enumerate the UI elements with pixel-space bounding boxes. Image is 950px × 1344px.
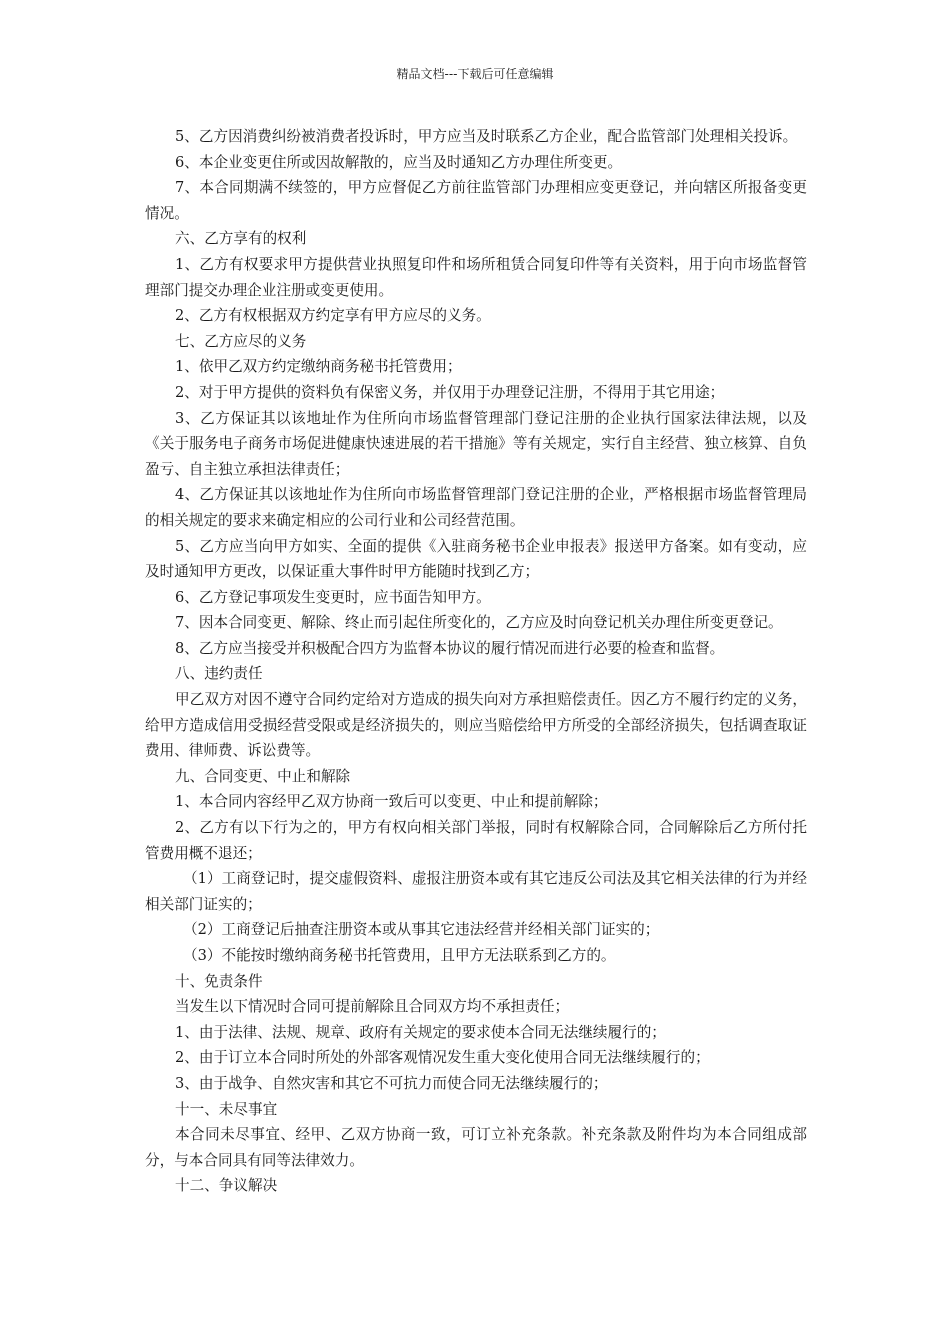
paragraph: 1、依甲乙双方约定缴纳商务秘书托管费用； (175, 358, 462, 376)
paragraph: 1、由于法律、法规、规章、政府有关规定的要求使本合同无法继续履行的； (175, 1023, 666, 1041)
section-heading: 七、乙方应尽的义务 (175, 332, 307, 350)
paragraph: 当发生以下情况时合同可提前解除且合同双方均不承担责任； (175, 998, 570, 1016)
paragraph: 2、乙方有以下行为之的，甲方有权向相关部门举报，同时有权解除合同，合同解除后乙方所付托管费用概不退还； (145, 819, 807, 862)
paragraph: 2、由于订立本合同时所处的外部客观情况发生重大变化使用合同无法继续履行的； (175, 1049, 710, 1067)
paragraph: 5、乙方因消费纠纷被消费者投诉时，甲方应当及时联系乙方企业，配合监管部门处理相关投诉。 (175, 128, 798, 145)
paragraph: 3、乙方保证其以该地址作为住所向市场监督管理部门登记注册的企业执行国家法律法规，以及《关于服务电子商务市场促进健康快速进展的若干措施》等有关规定，实行自主经营、独立核算、自负盈亏、自主独立承担法律责任； (145, 409, 807, 478)
paragraph: 5、乙方应当向甲方如实、全面的提供《入驻商务秘书企业申报表》报送甲方备案。如有变动，应及时通知甲方更改，以保证重大事件时甲方能随时找到乙方； (145, 537, 807, 581)
section-heading: 九、合同变更、中止和解除 (175, 767, 351, 785)
sub-clause: （3）不能按时缴纳商务秘书托管费用，且甲方无法联系到乙方的。 (183, 947, 616, 964)
paragraph: 3、由于战争、自然灾害和其它不可抗力而使合同无法继续履行的； (175, 1074, 608, 1092)
paragraph: 2、对于甲方提供的资料负有保密义务，并仅用于办理登记注册，不得用于其它用途； (175, 383, 725, 401)
sub-clause: （1）工商登记时，提交虚假资料、虚报注册资本或有其它违反公司法及其它相关法律的行为并经相关部门证实的； (145, 870, 807, 913)
paragraph: 甲乙双方对因不遵守合同约定给对方造成的损失向对方承担赔偿责任。因乙方不履行约定的义务，给甲方造成信用受损经营受限或是经济损失的，则应当赔偿给甲方所受的全部经济损失，包括调查取证费用、律师费、诉讼费等。 (145, 691, 807, 760)
paragraph: 7、本合同期满不续签的，甲方应督促乙方前往监管部门办理相应变更登记，并向辖区所报备变更情况。 (145, 179, 807, 222)
paragraph: 本合同未尽事宜、经甲、乙双方协商一致，可订立补充条款。补充条款及附件均为本合同组成部分，与本合同具有同等法律效力。 (145, 1126, 807, 1169)
paragraph: 6、乙方登记事项发生变更时，应书面告知甲方。 (175, 588, 491, 606)
section-heading: 六、乙方享有的权利 (175, 230, 307, 248)
paragraph: 4、乙方保证其以该地址作为住所向市场监督管理部门登记注册的企业，严格根据市场监督管理局的相关规定的要求来确定相应的公司行业和公司经营范围。 (145, 486, 807, 529)
section-heading: 十、免责条件 (175, 972, 263, 990)
document-body (145, 124, 807, 1199)
paragraph: 1、乙方有权要求甲方提供营业执照复印件和场所租赁合同复印件等有关资料，用于向市场监督管理部门提交办理企业注册或变更使用。 (145, 255, 807, 299)
paragraph: 1、本合同内容经甲乙双方协商一致后可以变更、中止和提前解除； (175, 793, 608, 811)
paragraph: 6、本企业变更住所或因故解散的，应当及时通知乙方办理住所变更。 (175, 153, 623, 171)
section-heading: 八、违约责任 (175, 665, 263, 683)
sub-clause: （2）工商登记后抽查注册资本或从事其它违法经营并经相关部门证实的； (183, 921, 660, 939)
paragraph: 7、因本合同变更、解除、终止而引起住所变化的，乙方应及时向登记机关办理住所变更登记。 (175, 614, 783, 632)
paragraph: 2、乙方有权根据双方约定享有甲方应尽的义务。 (175, 307, 491, 325)
section-heading: 十二、争议解决 (175, 1177, 278, 1195)
paragraph: 8、乙方应当接受并积极配合四方为监督本协议的履行情况而进行必要的检查和监督。 (175, 639, 725, 657)
section-heading: 十一、未尽事宜 (175, 1100, 278, 1118)
page-header: 精品文档---下载后可任意编辑 (396, 67, 554, 81)
